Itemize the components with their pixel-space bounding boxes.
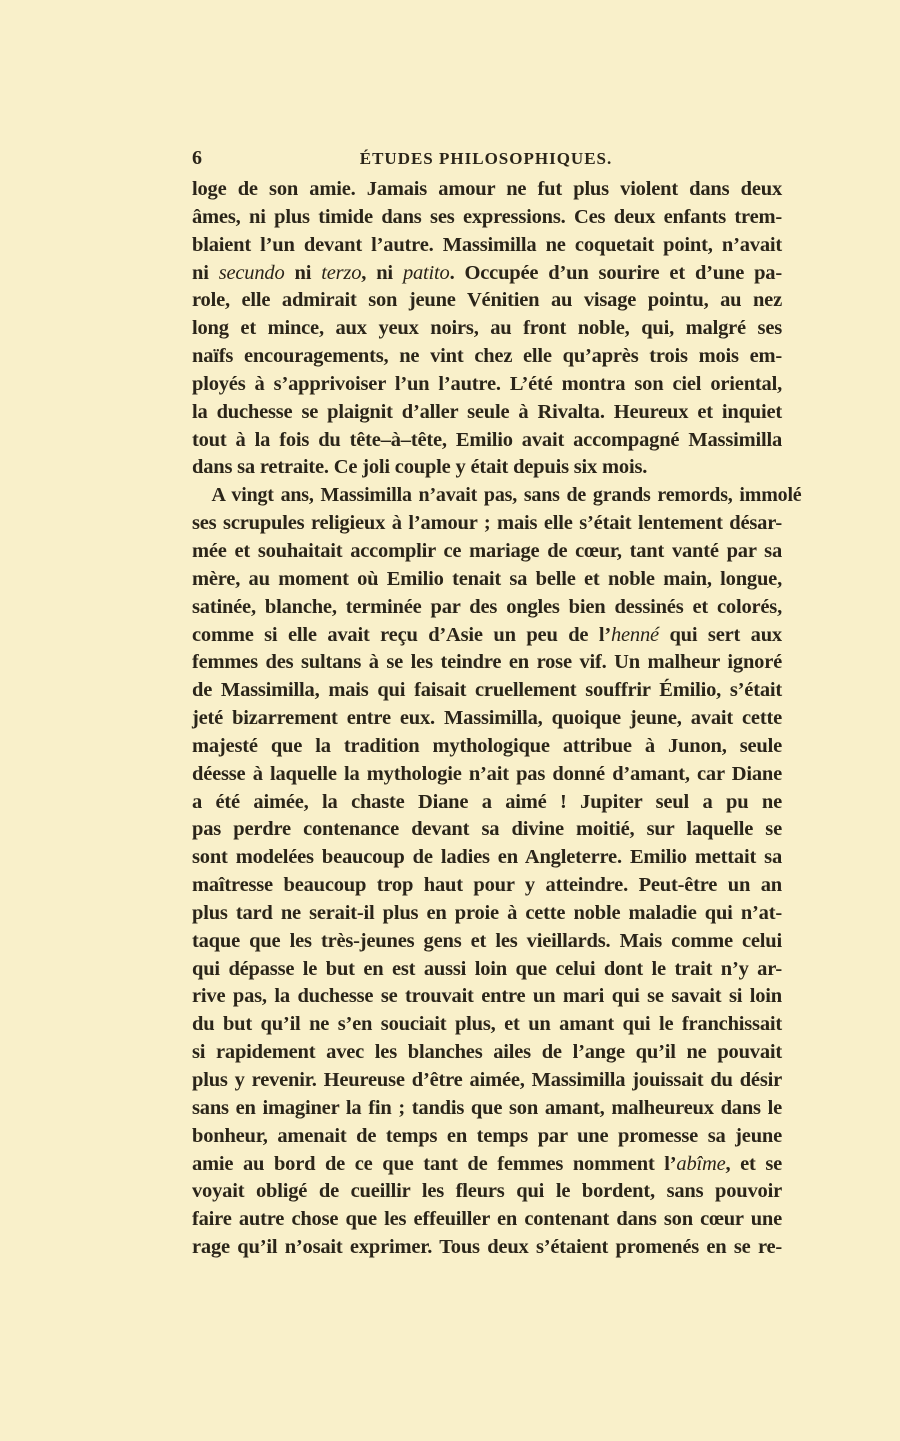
text-line [192,399,782,427]
text-segment: voyait obligé de cueillir les fleurs qui le bordent, sans pouvoir [192,1180,782,1203]
italic-text: terzo [321,261,362,284]
text-line [192,1206,782,1234]
page-number: 6 [192,147,202,169]
text-segment: plus y revenir. Heureuse d’être aimée, Massimilla jouissait du désir [192,1069,782,1091]
text-segment: ployés à s’apprivoiser l’un l’autre. L’été montra son ciel oriental, [192,372,782,395]
text-line [192,1234,782,1262]
text-line [192,232,782,260]
text-segment: satinée, blanche, terminée par des ongles bien dessinés et colorés, [192,595,782,618]
text-segment: , et se [725,1152,782,1175]
text-segment: . Occupée d’un sourire et d’une pa- [449,261,782,284]
text-line [192,928,782,956]
text-line [192,176,782,204]
text-segment: mée et souhaitait accomplir ce mariage de cœur, tant vanté par sa [192,539,782,562]
text-line [192,705,782,733]
text-line [192,454,782,482]
text-segment: blaient l’un devant l’autre. Massimilla ne coquetait point, n’avait [192,233,782,256]
text-line [192,622,782,650]
text-line [192,872,782,900]
text-line [192,789,782,817]
text-segment: de Massimilla, mais qui faisait cruellement souffrir Émilio, s’était [192,679,782,702]
italic-text: henné [610,623,659,646]
text-line [192,816,782,844]
text-line [192,427,782,455]
text-line [192,343,782,371]
text-line [192,844,782,872]
text-line [192,482,801,510]
text-line [192,733,782,761]
running-title: ÉTUDES PHILOSOPHIQUES. [359,149,613,168]
text-segment: femmes des sultans à se les teindre en rose vif. Un malheur ignoré [192,651,782,674]
text-line [192,1067,782,1095]
text-segment: la duchesse se plaignit d’aller seule à Rivalta. Heureux et inquiet [192,400,782,423]
text-line [192,761,782,789]
text-line [192,1039,782,1067]
text-segment: âmes, ni plus timide dans ses expressions. Ces deux enfants trem- [192,205,782,228]
text-segment: maîtresse beaucoup trop haut pour y atteindre. Peut-être un an [192,874,782,897]
text-segment: naïfs encouragements, ne vint chez elle qu’après trois mois em- [192,345,782,368]
text-segment: ses scrupules religieux à l’amour ; mais elle s’était lentement désar- [192,512,782,535]
text-line [192,1123,782,1151]
text-line [192,315,782,343]
text-segment: a été aimée, la chaste Diane a aimé ! Jupiter seul a pu ne [192,790,782,813]
running-header [190,147,782,175]
text-segment: comme si elle avait reçu d’Asie un peu de l’ [192,623,611,646]
text-segment: pas perdre contenance devant sa divine moitié, sur laquelle se [192,818,782,841]
italic-text: abîme [676,1152,726,1175]
italic-text: patito [402,261,450,284]
text-segment: du but qu’il ne s’en souciait plus, et un amant qui le franchissait [192,1013,782,1036]
text-line [192,983,782,1011]
body-text [192,176,802,1262]
text-line [192,956,782,984]
text-segment: A vingt ans, Massimilla n’avait pas, sans de grands remords, immolé [211,484,802,507]
text-segment: plus tard ne serait-il plus en proie à cette noble maladie qui n’at- [192,901,782,924]
text-segment: bonheur, amenait de temps en temps par une promesse sa jeune [192,1124,782,1147]
text-segment: qui dépasse le but en est aussi loin que celui dont le trait n’y ar- [192,957,782,980]
text-segment: sont modelées beaucoup de ladies en Angleterre. Emilio mettait sa [192,846,782,869]
text-segment: déesse à laquelle la mythologie n’ait pas donné d’amant, car Diane [192,762,782,785]
text-segment: long et mince, aux yeux noirs, au front noble, qui, malgré ses [192,317,782,340]
text-segment: majesté que la tradition mythologique attribue à Junon, seule [192,734,782,757]
text-segment: mère, au moment où Emilio tenait sa belle et noble main, longue, [192,567,782,590]
text-segment: loge de son amie. Jamais amour ne fut plus violent dans deux [192,178,782,200]
text-segment: dans sa retraite. Ce joli couple y était depuis six mois. [192,456,648,479]
text-segment: faire autre chose que les effeuiller en contenant dans son cœur une [192,1208,782,1231]
text-segment: jeté bizarrement entre eux. Massimilla, quoique jeune, avait cette [192,707,782,730]
text-line [192,287,782,315]
text-line [192,1151,782,1179]
text-segment: , ni [361,261,403,284]
text-segment: rive pas, la duchesse se trouvait entre un mari qui se savait si loin [192,985,782,1008]
italic-text: secundo [218,261,285,284]
text-line [192,1178,782,1206]
text-line [192,538,782,566]
text-segment: ni [284,261,322,284]
text-segment: amie au bord de ce que tant de femmes nomment l’ [192,1152,677,1175]
text-segment: role, elle admirait son jeune Vénitien au visage pointu, au nez [192,289,782,312]
text-segment: ni [192,261,219,284]
text-line [192,900,782,928]
text-line [192,677,782,705]
text-line [192,594,782,622]
text-line [192,204,782,232]
text-line [192,371,782,399]
text-segment: tout à la fois du tête–à–tête, Emilio avait accompagné Massimilla [192,428,782,451]
text-line [192,1011,782,1039]
text-line [192,566,782,594]
text-line [192,1095,782,1123]
text-segment: rage qu’il n’osait exprimer. Tous deux s’étaient promenés en se re- [192,1236,782,1259]
text-segment: taque que les très-jeunes gens et les vieillards. Mais comme celui [192,929,782,952]
text-segment: si rapidement avec les blanches ailes de l’ange qu’il ne pouvait [192,1041,782,1064]
text-line [192,510,782,538]
text-segment: sans en imaginer la fin ; tandis que son amant, malheureux dans le [192,1096,782,1119]
text-line [192,649,782,677]
text-segment: qui sert aux [658,623,782,646]
text-line [192,260,782,288]
